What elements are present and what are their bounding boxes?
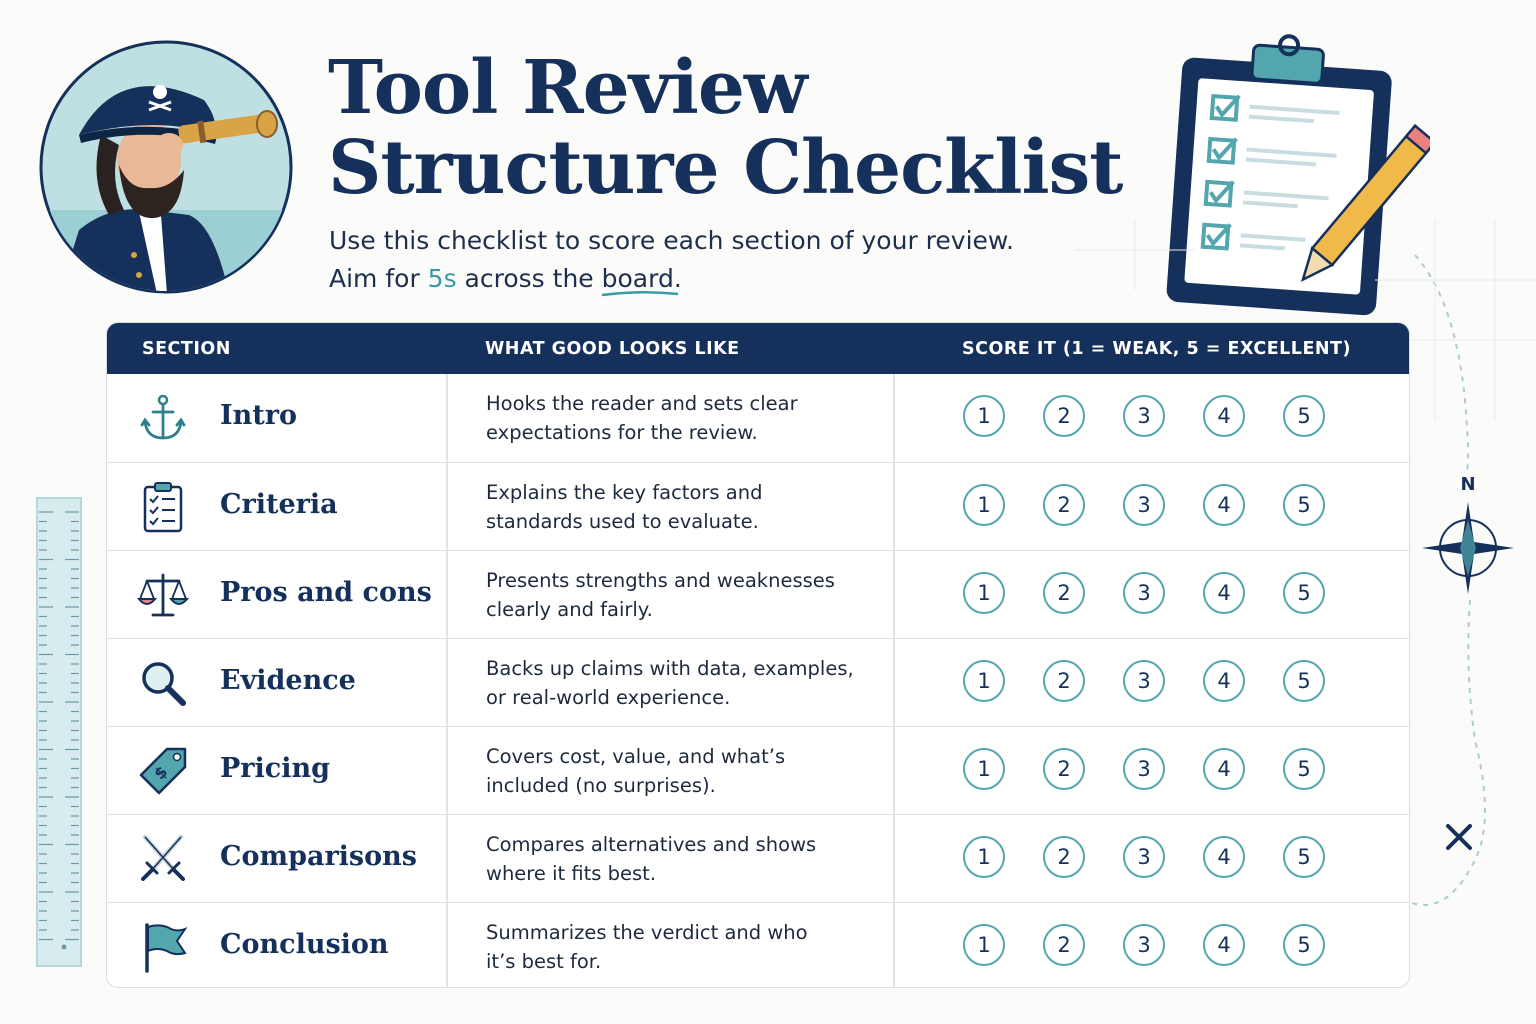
score-option-5[interactable]: 5 xyxy=(1283,395,1325,437)
title-line-1: Tool Review xyxy=(328,45,807,131)
description-line: it’s best for. xyxy=(486,950,602,973)
table-header xyxy=(107,323,1409,374)
score-option-4[interactable]: 4 xyxy=(1203,572,1245,614)
score-option-4[interactable]: 4 xyxy=(1203,395,1245,437)
score-option-1[interactable]: 1 xyxy=(963,572,1005,614)
section-name: Conclusion xyxy=(220,929,389,960)
section-description xyxy=(486,742,876,800)
section-name: Comparisons xyxy=(220,841,417,872)
column-divider xyxy=(893,551,895,638)
section-name: Evidence xyxy=(220,665,356,696)
score-option-2[interactable]: 2 xyxy=(1043,660,1085,702)
anchor-icon xyxy=(137,392,189,444)
pirate-avatar xyxy=(39,40,293,294)
column-divider xyxy=(446,815,448,902)
section-description xyxy=(486,654,876,712)
description-line: expectations for the review. xyxy=(486,421,758,444)
column-divider xyxy=(446,639,448,726)
column-divider xyxy=(893,639,895,726)
table-row xyxy=(107,638,1409,726)
score-option-1[interactable]: 1 xyxy=(963,484,1005,526)
section-name: Pros and cons xyxy=(220,577,432,608)
column-divider xyxy=(893,727,895,814)
column-divider xyxy=(893,903,895,988)
subtitle-text: Aim for xyxy=(329,264,428,293)
table-body xyxy=(107,374,1409,988)
description-line: included (no surprises). xyxy=(486,774,716,797)
score-option-3[interactable]: 3 xyxy=(1123,660,1165,702)
score-option-3[interactable]: 3 xyxy=(1123,924,1165,966)
score-option-3[interactable]: 3 xyxy=(1123,572,1165,614)
description-line: or real-world experience. xyxy=(486,686,731,709)
column-divider xyxy=(893,463,895,550)
description-line: Compares alternatives and shows xyxy=(486,833,817,856)
subtitle-line-2 xyxy=(329,260,1014,298)
description-line: clearly and fairly. xyxy=(486,598,653,621)
subtitle-accent: 5s xyxy=(427,264,457,293)
price-tag-icon xyxy=(137,745,189,797)
magnifier-icon xyxy=(137,657,189,709)
description-line: Summarizes the verdict and who xyxy=(486,921,808,944)
score-option-4[interactable]: 4 xyxy=(1203,748,1245,790)
section-description xyxy=(486,478,876,536)
column-header-section: SECTION xyxy=(142,339,231,359)
score-option-4[interactable]: 4 xyxy=(1203,484,1245,526)
score-option-2[interactable]: 2 xyxy=(1043,836,1085,878)
table-row xyxy=(107,726,1409,814)
score-option-4[interactable]: 4 xyxy=(1203,836,1245,878)
score-option-1[interactable]: 1 xyxy=(963,395,1005,437)
table-row xyxy=(107,814,1409,902)
scales-icon xyxy=(137,569,189,621)
section-name: Criteria xyxy=(220,489,338,520)
subtitle-line-1: Use this checklist to score each section of your review. xyxy=(329,226,1014,255)
score-option-2[interactable]: 2 xyxy=(1043,748,1085,790)
section-name: Intro xyxy=(220,400,297,431)
score-option-1[interactable]: 1 xyxy=(963,748,1005,790)
score-option-5[interactable]: 5 xyxy=(1283,748,1325,790)
column-header-good: WHAT GOOD LOOKS LIKE xyxy=(485,339,740,359)
score-option-5[interactable]: 5 xyxy=(1283,572,1325,614)
score-option-5[interactable]: 5 xyxy=(1283,924,1325,966)
flag-icon xyxy=(137,921,189,973)
table-row xyxy=(107,374,1409,462)
score-option-2[interactable]: 2 xyxy=(1043,924,1085,966)
score-option-4[interactable]: 4 xyxy=(1203,660,1245,702)
subtitle-text: across the xyxy=(456,264,602,293)
compass-rose-icon xyxy=(1418,470,1518,600)
column-divider xyxy=(446,374,448,462)
underline-stroke-icon xyxy=(600,289,680,299)
treasure-x-icon xyxy=(1440,820,1510,920)
description-line: where it fits best. xyxy=(486,862,657,885)
description-line: Presents strengths and weaknesses xyxy=(486,569,835,592)
score-option-5[interactable]: 5 xyxy=(1283,660,1325,702)
checklist-table xyxy=(106,322,1410,988)
clipboard-icon xyxy=(1160,30,1430,320)
description-line: standards used to evaluate. xyxy=(486,510,759,533)
score-option-1[interactable]: 1 xyxy=(963,924,1005,966)
score-option-3[interactable]: 3 xyxy=(1123,484,1165,526)
score-option-1[interactable]: 1 xyxy=(963,836,1005,878)
table-row xyxy=(107,462,1409,550)
score-option-3[interactable]: 3 xyxy=(1123,836,1165,878)
subtitle xyxy=(329,222,1014,298)
svg-text:$: $ xyxy=(149,761,172,784)
column-divider xyxy=(446,551,448,638)
column-header-score: SCORE IT (1 = WEAK, 5 = EXCELLENT) xyxy=(962,339,1351,359)
description-line: Hooks the reader and sets clear xyxy=(486,392,798,415)
score-option-5[interactable]: 5 xyxy=(1283,836,1325,878)
score-option-4[interactable]: 4 xyxy=(1203,924,1245,966)
table-row xyxy=(107,550,1409,638)
score-option-1[interactable]: 1 xyxy=(963,660,1005,702)
description-line: Explains the key factors and xyxy=(486,481,763,504)
subtitle-underlined-text: board xyxy=(601,264,674,293)
subtitle-text: . xyxy=(673,264,682,293)
score-option-3[interactable]: 3 xyxy=(1123,748,1165,790)
compass-north-label: N xyxy=(1460,474,1476,495)
description-line: Backs up claims with data, examples, xyxy=(486,657,854,680)
section-description xyxy=(486,566,876,624)
score-option-2[interactable]: 2 xyxy=(1043,395,1085,437)
checklist-icon xyxy=(137,481,189,533)
score-option-5[interactable]: 5 xyxy=(1283,484,1325,526)
section-description xyxy=(486,830,876,888)
column-divider xyxy=(893,815,895,902)
section-description xyxy=(486,389,876,447)
description-line: Covers cost, value, and what’s xyxy=(486,745,786,768)
section-description xyxy=(486,918,876,976)
column-divider xyxy=(446,903,448,988)
column-divider xyxy=(446,727,448,814)
score-option-2[interactable]: 2 xyxy=(1043,572,1085,614)
column-divider xyxy=(893,374,895,462)
crossed-swords-icon xyxy=(137,833,189,885)
score-option-3[interactable]: 3 xyxy=(1123,395,1165,437)
table-row xyxy=(107,902,1409,988)
ruler-icon xyxy=(36,497,82,967)
section-name: Pricing xyxy=(220,753,330,784)
title-line-2: Structure Checklist xyxy=(328,125,1123,211)
page-title xyxy=(328,45,1123,211)
subtitle-underlined xyxy=(602,264,674,293)
column-divider xyxy=(446,463,448,550)
score-option-2[interactable]: 2 xyxy=(1043,484,1085,526)
